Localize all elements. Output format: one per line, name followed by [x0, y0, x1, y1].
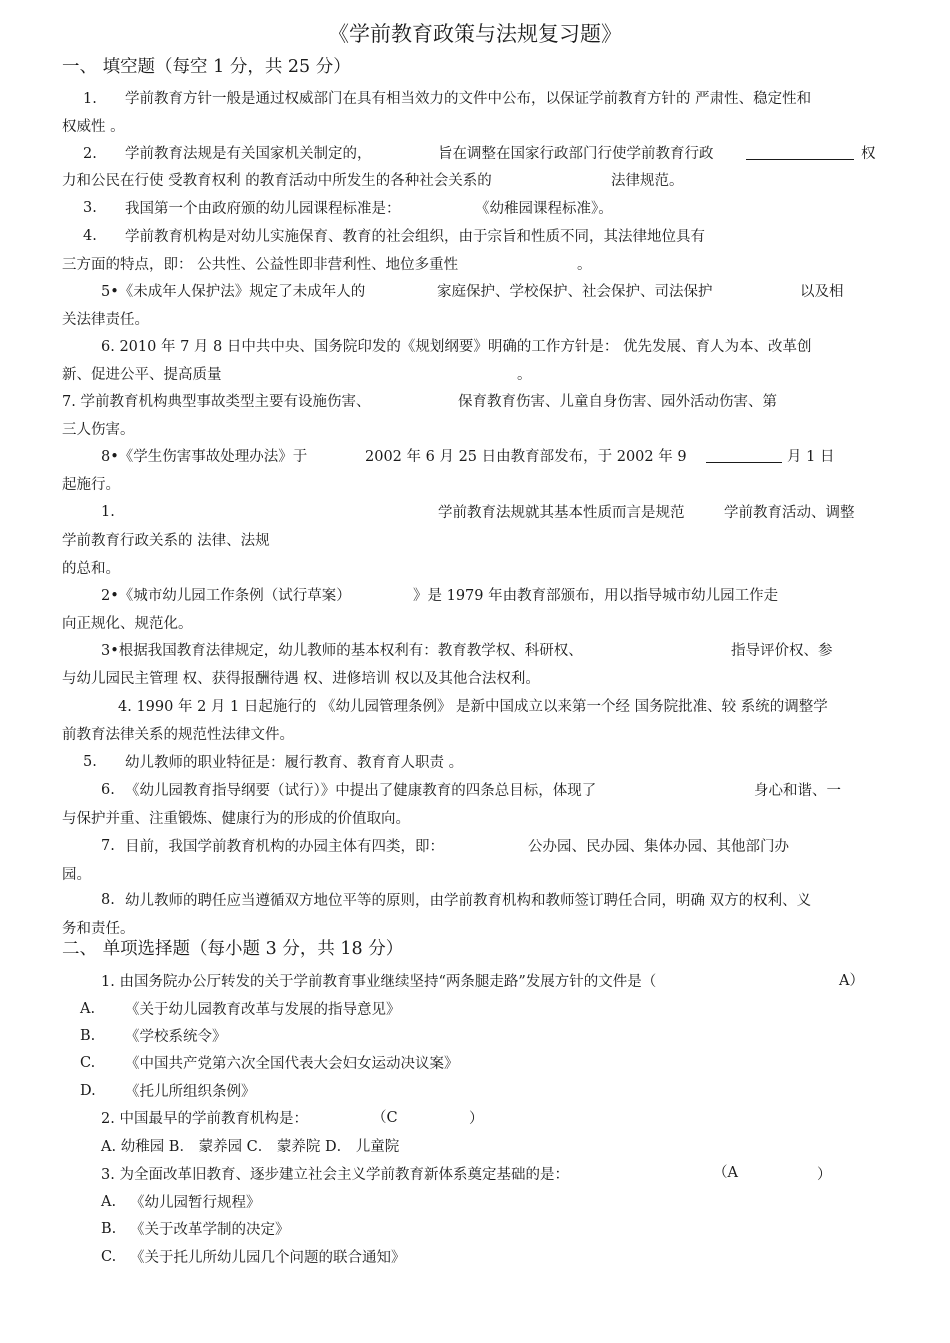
question-text: 权: [861, 146, 876, 162]
choice-question: 1. 由国务院办公厅转发的关于学前教育事业继续坚持“两条腿走路”发展方针的文件是（: [101, 974, 657, 990]
option-text: 《学校系统令》: [125, 1029, 227, 1045]
section-heading-single-choice: 二、 单项选择题（每小题 3 分，共 18 分）: [62, 939, 404, 959]
question-number: 4.: [83, 228, 97, 244]
question-text: 前教育法律关系的规范性法律文件。: [62, 727, 294, 743]
option-letter: B.: [101, 1221, 117, 1237]
choice-question: 3. 为全面改革旧教育、逐步建立社会主义学前教育新体系奠定基础的是：: [101, 1167, 569, 1183]
question-text: 》是 1979 年由教育部颁布，用以指导城市幼儿园工作走: [413, 588, 779, 604]
question-number: 1.: [83, 91, 97, 107]
question-text: 身心和谐、一: [754, 783, 841, 799]
question-text: 月 1 日: [787, 449, 835, 465]
question-text: 指导评价权、参: [731, 643, 833, 659]
question-text: 5•《未成年人保护法》规定了未成年人的: [101, 284, 366, 300]
question-text: 三方面的特点，即： 公共性、公益性即非营利性、地位多重性: [62, 257, 459, 273]
section-heading-fill-in: 一、 填空题（每空 1 分，共 25 分）: [62, 57, 351, 77]
question-text: 向正规化、规范化。: [62, 616, 193, 632]
question-number: 5.: [83, 754, 97, 770]
option-letter: D.: [80, 1083, 96, 1099]
question-text: 幼儿教师的聘任应当遵循双方地位平等的原则，由学前教育机构和教师签订聘任合同，明确 双方的权利、义: [125, 893, 812, 909]
question-text: 目前，我国学前教育机构的办园主体有四类，即：: [125, 839, 444, 855]
question-text: 6. 2010 年 7 月 8 日中共中央、国务院印发的《规划纲要》明确的工作方针是： 优先发展、育人为本、改革创: [101, 339, 812, 355]
option-letter: B.: [80, 1028, 96, 1044]
question-text: 与幼儿园民主管理 权、获得报酬待遇 权、进修培训 权以及其他合法权利。: [62, 671, 540, 687]
question-text: 保育教育伤害、儿童自身伤害、园外活动伤害、第: [458, 394, 777, 410]
question-text: 的总和。: [62, 561, 120, 577]
choice-answer-close: ）: [469, 1111, 484, 1127]
question-text: 《幼儿园教育指导纲要（试行）》中提出了健康教育的四条总目标，体现了: [125, 783, 597, 799]
question-number: 1.: [101, 504, 115, 520]
question-text: 学前教育方针一般是通过权威部门在具有相当效力的文件中公布，以保证学前教育方针的 严肃性、稳定性和: [125, 91, 812, 107]
question-text: 3•根据我国教育法律规定，幼儿教师的基本权利有：教育教学权、科研权、: [101, 643, 583, 659]
options-line: A. 幼稚园 B． 蒙养园 C． 蒙养院 D． 儿童院: [101, 1139, 400, 1155]
choice-question: 2. 中国最早的学前教育机构是：: [101, 1111, 308, 1127]
option-letter: C.: [80, 1055, 96, 1071]
question-text: 4. 1990 年 2 月 1 日起施行的 《幼儿园管理条例》 是新中国成立以来第一个经 国务院批准、较 系统的调整学: [118, 699, 828, 715]
question-text: 以及相: [800, 284, 844, 300]
question-text: 学前教育活动、调整: [724, 505, 855, 521]
question-text: 2002 年 6 月 25 日由教育部发布，于 2002 年 9: [365, 449, 687, 465]
question-text: 公办园、民办园、集体办园、其他部门办: [528, 839, 789, 855]
question-text: 。: [517, 367, 532, 383]
question-number: 2.: [83, 146, 97, 162]
question-text: 2•《城市幼儿园工作条例（试行草案）: [101, 588, 351, 604]
answer-blank: [706, 448, 782, 468]
question-text: 三人伤害。: [62, 422, 135, 438]
question-text: 学前教育机构是对幼儿实施保育、教育的社会组织，由于宗旨和性质不同，其法律地位具有: [125, 229, 705, 245]
choice-answer-close: ）: [817, 1167, 832, 1183]
question-text: 。: [577, 257, 592, 273]
option-letter: A.: [101, 1194, 117, 1210]
question-text: 学前教育法规是有关国家机关制定的，: [125, 146, 372, 162]
option-letter: A.: [80, 1001, 96, 1017]
option-text: 《托儿所组织条例》: [125, 1084, 256, 1100]
question-text: 学前教育行政关系的 法律、法规: [62, 533, 270, 549]
answer-blank: [746, 145, 854, 165]
question-text: 旨在调整在国家行政部门行使学前教育行政: [438, 146, 714, 162]
option-text: 《幼儿园暂行规程》: [130, 1195, 261, 1211]
choice-answer: （A: [713, 1165, 738, 1181]
question-text: 务和责任。: [62, 921, 135, 937]
question-text: 家庭保护、学校保护、社会保护、司法保护: [437, 284, 713, 300]
choice-answer: A）: [839, 973, 864, 989]
question-number: 3.: [83, 200, 97, 216]
question-text: 新、促进公平、提高质量: [62, 367, 222, 383]
option-text: 《关于幼儿园教育改革与发展的指导意见》: [125, 1002, 401, 1018]
question-text: 权威性 。: [62, 119, 125, 135]
option-letter: C.: [101, 1249, 117, 1265]
question-text: 8•《学生伤害事故处理办法》于: [101, 449, 308, 465]
option-text: 《中国共产党第六次全国代表大会妇女运动决议案》: [125, 1056, 459, 1072]
question-text: 学前教育法规就其基本性质而言是规范: [438, 505, 685, 521]
choice-answer: （C: [372, 1110, 398, 1126]
question-text: 《幼稚园课程标准》。: [475, 201, 613, 217]
option-text: 《关于托儿所幼儿园几个问题的联合通知》: [130, 1250, 406, 1266]
question-text: 幼儿教师的职业特征是：履行教育、教育育人职责 。: [125, 755, 464, 771]
question-text: 力和公民在行使 受教育权利 的教育活动中所发生的各种社会关系的: [62, 173, 492, 189]
question-text: 园。: [62, 867, 91, 883]
question-text: 我国第一个由政府颁的幼儿园课程标准是：: [125, 201, 401, 217]
question-text: 7. 学前教育机构典型事故类型主要有设施伤害、: [62, 394, 371, 410]
page-title: 《学前教育政策与法规复习题》: [328, 22, 622, 46]
question-number: 6.: [101, 782, 115, 798]
question-text: 法律规范。: [611, 173, 684, 189]
question-number: 8.: [101, 892, 115, 908]
option-text: 《关于改革学制的决定》: [130, 1222, 290, 1238]
question-text: 与保护并重、注重锻炼、健康行为的形成的价值取向。: [62, 811, 410, 827]
question-text: 起施行。: [62, 477, 120, 493]
question-number: 7.: [101, 838, 115, 854]
question-text: 关法律责任。: [62, 312, 149, 328]
